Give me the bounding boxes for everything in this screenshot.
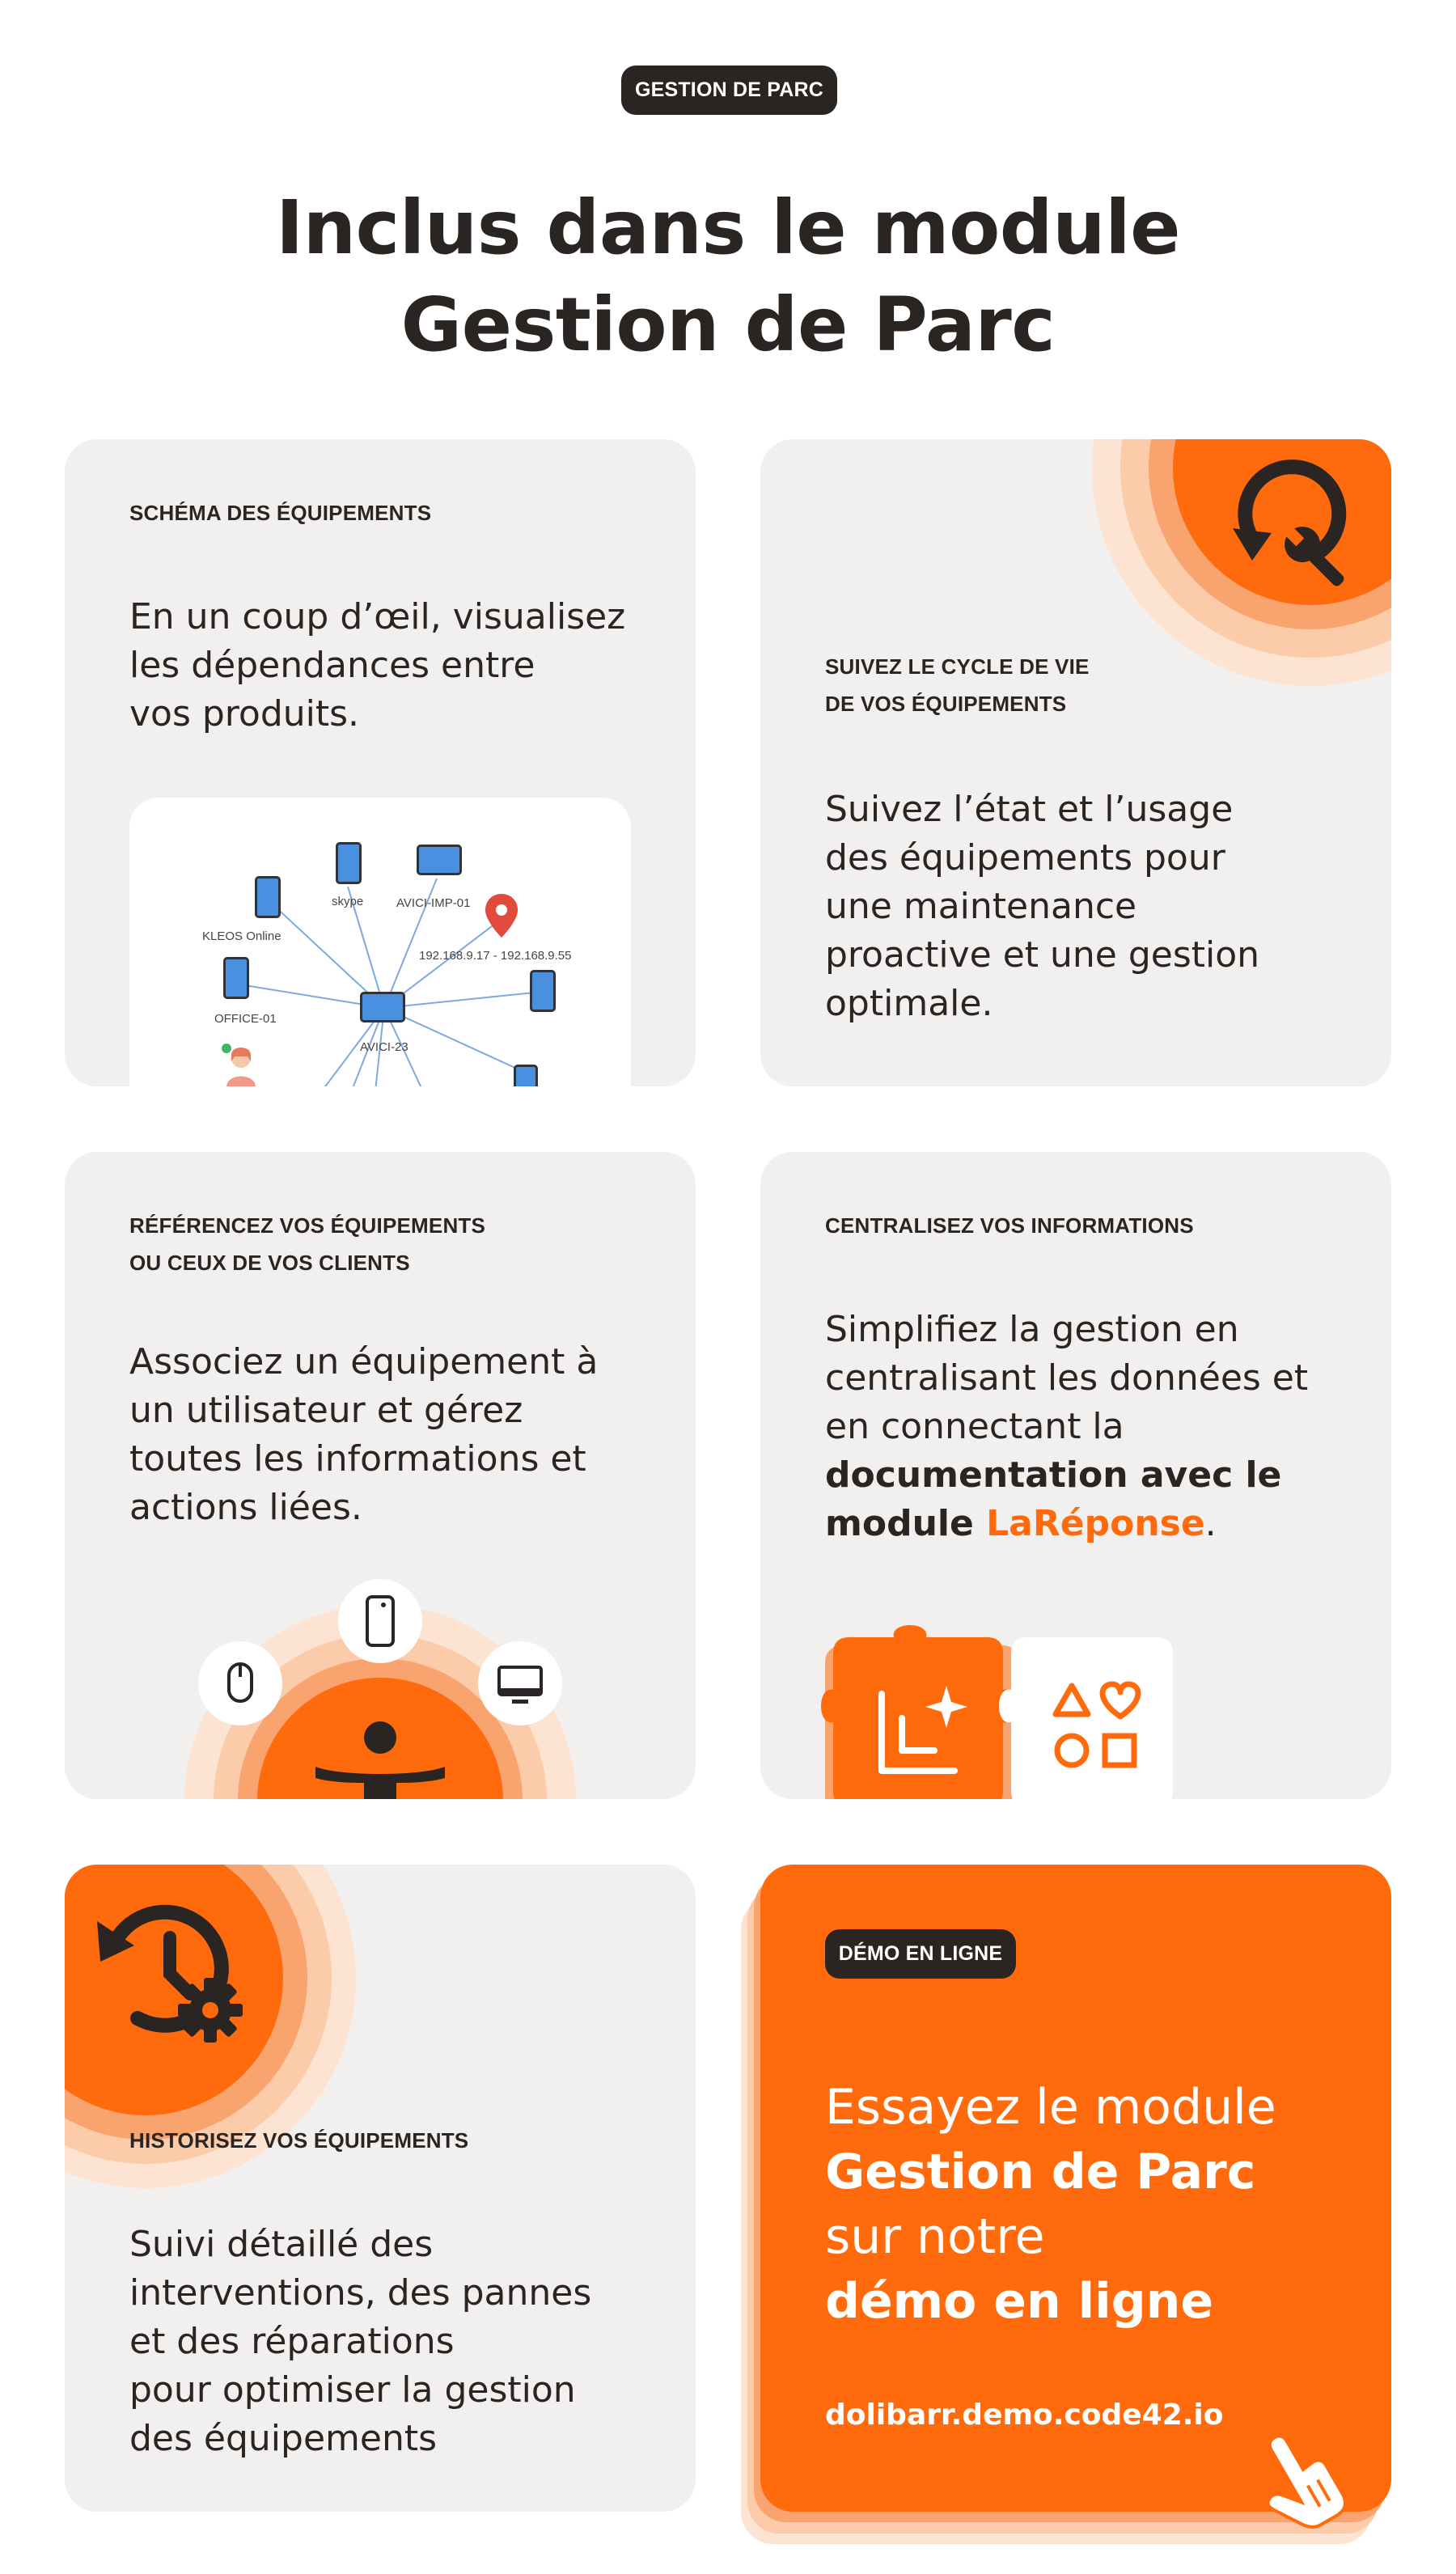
cta-line: [825, 2269, 1276, 2334]
card-body: [825, 1306, 1308, 1548]
card-body-line: [825, 1500, 1308, 1548]
diagram-label: AVICI-IMP-01: [396, 896, 471, 910]
demo-cta-card[interactable]: [760, 1865, 1391, 2512]
phone-device-icon: [255, 876, 281, 918]
diagram-label: skype: [332, 895, 364, 908]
card-body-line: interventions, des pannes: [129, 2272, 592, 2314]
card-body-end: .: [1204, 1503, 1217, 1544]
card-history: [65, 1865, 696, 2512]
card-body-line: Suivi détaillé des: [129, 2224, 434, 2265]
cta-line: [825, 2140, 1276, 2204]
monitor-icon-circle: [478, 1641, 562, 1725]
section-badge: GESTION DE PARC: [621, 66, 837, 115]
card-body-line: [825, 1451, 1308, 1500]
mouse-icon: [198, 1641, 282, 1725]
phone-device-icon: [514, 1065, 538, 1086]
cta-bold: Gestion de Parc: [825, 2144, 1256, 2200]
refresh-wrench-icon: [1213, 455, 1359, 601]
diagram-label: KLEOS Online: [202, 929, 281, 943]
card-body-line: un utilisateur et gérez: [129, 1390, 523, 1431]
laresponse-link[interactable]: LaRéponse: [986, 1503, 1205, 1544]
equipment-diagram: [129, 798, 631, 1086]
card-body: [129, 593, 625, 739]
card-body-line: vos produits.: [129, 693, 360, 735]
card-label: HISTORISEZ VOS ÉQUIPEMENTS: [129, 2128, 469, 2153]
mouse-icon-circle: [198, 1641, 282, 1725]
cta-text: [825, 2075, 1276, 2334]
card-label: [825, 648, 1090, 722]
demo-badge: DÉMO EN LIGNE: [825, 1929, 1016, 1979]
card-body-line: pour optimiser la gestion: [129, 2369, 576, 2411]
card-label: [129, 1207, 485, 1281]
card-body: [129, 2220, 591, 2463]
card-schema: [65, 439, 696, 1086]
card-label: SCHÉMA DES ÉQUIPEMENTS: [129, 501, 432, 525]
page-title: [0, 180, 1456, 374]
diagram-label: 192.168.9.17 - 192.168.9.55: [419, 949, 572, 963]
cta-line: sur notre: [825, 2208, 1045, 2265]
page-title-line1: Inclus dans le module: [275, 184, 1181, 271]
diagram-label: AVICI-23: [360, 1040, 408, 1054]
card-lifecycle: [760, 439, 1391, 1086]
smartphone-icon: [338, 1579, 422, 1663]
page-title-line2: Gestion de Parc: [400, 282, 1056, 368]
card-centralize: [760, 1152, 1391, 1799]
monitor-icon: [478, 1641, 562, 1725]
card-label-line: RÉFÉRENCEZ VOS ÉQUIPEMENTS: [129, 1213, 486, 1238]
cta-bold: démo en ligne: [825, 2273, 1214, 2330]
card-body-line: actions liées.: [129, 1487, 362, 1528]
card-label-line: SUIVEZ LE CYCLE DE VIE: [825, 654, 1090, 679]
user-icon: [307, 1718, 453, 1799]
card-body-line: une maintenance: [825, 886, 1137, 927]
user-avatar-icon: [220, 1040, 260, 1086]
pointer-hand-icon: [1246, 2423, 1359, 2536]
card-label-line: OU CEUX DE VOS CLIENTS: [129, 1251, 410, 1275]
card-body-line: les dépendances entre: [129, 645, 535, 686]
phone-device-icon: [336, 842, 362, 884]
card-body-bold: documentation avec le: [825, 1454, 1282, 1496]
card-body-line: des équipements pour: [825, 837, 1225, 878]
card-label-line: DE VOS ÉQUIPEMENTS: [825, 692, 1067, 716]
card-body-line: centralisant les données et: [825, 1357, 1309, 1399]
history-gear-icon: [81, 1881, 259, 2059]
smartphone-icon-circle: [338, 1579, 422, 1663]
card-label: CENTRALISEZ VOS INFORMATIONS: [825, 1213, 1194, 1238]
card-body-line: proactive et une gestion: [825, 934, 1260, 976]
card-body-line: Simplifiez la gestion en: [825, 1309, 1239, 1350]
computer-device-icon: [360, 992, 405, 1022]
card-body-line: Suivez l’état et l’usage: [825, 789, 1234, 830]
card-body-line: En un coup d’œil, visualisez: [129, 596, 626, 637]
cta-line: Essayez le module: [825, 2079, 1276, 2136]
card-body: [825, 785, 1259, 1028]
location-pin-icon: [484, 892, 519, 939]
card-body-line: optimale.: [825, 983, 993, 1024]
card-body-bold: module: [825, 1503, 987, 1544]
card-body: [129, 1338, 598, 1532]
phone-device-icon: [530, 970, 556, 1012]
card-body-line: des équipements: [129, 2418, 438, 2459]
puzzle-pieces-illustration: [817, 1621, 1270, 1799]
monitor-device-icon: [417, 845, 462, 875]
card-body-line: toutes les informations et: [129, 1438, 586, 1480]
demo-link[interactable]: dolibarr.demo.code42.io: [825, 2398, 1224, 2432]
card-body-line: et des réparations: [129, 2321, 455, 2362]
diagram-label: OFFICE-01: [214, 1012, 277, 1026]
card-reference: [65, 1152, 696, 1799]
card-body-line: Associez un équipement à: [129, 1341, 599, 1382]
card-body-line: en connectant la: [825, 1406, 1124, 1447]
phone-device-icon: [223, 957, 249, 999]
